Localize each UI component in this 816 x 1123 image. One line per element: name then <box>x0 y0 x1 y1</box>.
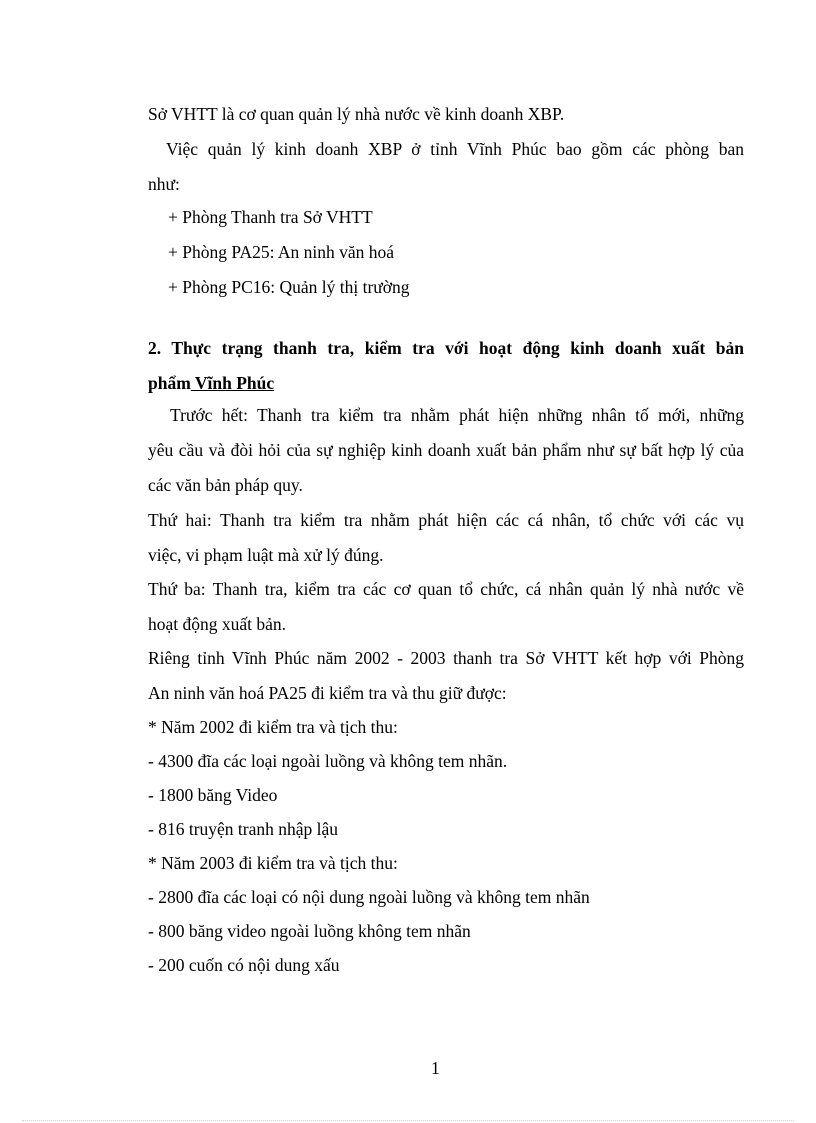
list-item: - 816 truyện tranh nhập lậu <box>148 819 339 839</box>
year-2003-title: * Năm 2003 đi kiểm tra và tịch thu: <box>148 853 398 873</box>
paragraph-second-line-1: Thứ hai: Thanh tra kiểm tra nhằm phát hiện các cá nhân, tổ chức với các vụ <box>148 510 744 530</box>
paragraph-third-line-1: Thứ ba: Thanh tra, kiểm tra các cơ quan tổ chức, cá nhân quản lý nhà nước về <box>148 579 744 599</box>
section-heading-place: Vĩnh Phúc <box>190 373 275 393</box>
paragraph-first-line-3: các văn bản pháp quy. <box>148 475 303 495</box>
paragraph-rieng-line-2: An ninh văn hoá PA25 đi kiểm tra và thu giữ được: <box>148 683 507 703</box>
year-2002-title: * Năm 2002 đi kiểm tra và tịch thu: <box>148 717 398 737</box>
paragraph-second-line-2: việc, vi phạm luật mà xử lý đúng. <box>148 545 384 565</box>
section-heading-line-1: 2. Thực trạng thanh tra, kiểm tra với hoạt động kinh doanh xuất bản <box>148 338 744 358</box>
intro-line-1: Sở VHTT là cơ quan quản lý nhà nước về kinh doanh XBP. <box>148 104 565 124</box>
department-item: + Phòng PC16: Quản lý thị trường <box>168 277 410 297</box>
list-item: - 4300 đĩa các loại ngoài luồng và không tem nhãn. <box>148 751 508 771</box>
section-heading-line-2 <box>148 372 274 394</box>
department-item: + Phòng Thanh tra Sở VHTT <box>168 207 373 227</box>
section-heading-word: phẩm <box>148 373 191 393</box>
list-item: - 1800 băng Video <box>148 785 278 805</box>
paragraph-third-line-2: hoạt động xuất bản. <box>148 614 287 634</box>
page-bottom-border <box>22 1120 794 1121</box>
department-item: + Phòng PA25: An ninh văn hoá <box>168 242 395 262</box>
page-number: 1 <box>431 1058 440 1078</box>
list-item: - 200 cuốn có nội dung xấu <box>148 955 340 975</box>
list-item: - 2800 đĩa các loại có nội dung ngoài luồng và không tem nhãn <box>148 887 590 907</box>
paragraph-first-line-2: yêu cầu và đòi hỏi của sự nghiệp kinh doanh xuất bản phẩm như sự bất hợp lý của <box>148 440 744 460</box>
list-item: - 800 băng video ngoài luồng không tem nhãn <box>148 921 471 941</box>
paragraph-rieng-line-1: Riêng tỉnh Vĩnh Phúc năm 2002 - 2003 thanh tra Sở VHTT kết hợp với Phòng <box>148 648 744 668</box>
paragraph-first-line-1: Trước hết: Thanh tra kiểm tra nhằm phát hiện những nhân tố mới, những <box>170 405 744 425</box>
intro-line-3: như: <box>148 174 180 194</box>
intro-line-2: Việc quản lý kinh doanh XBP ở tỉnh Vĩnh Phúc bao gồm các phòng ban <box>166 139 744 159</box>
